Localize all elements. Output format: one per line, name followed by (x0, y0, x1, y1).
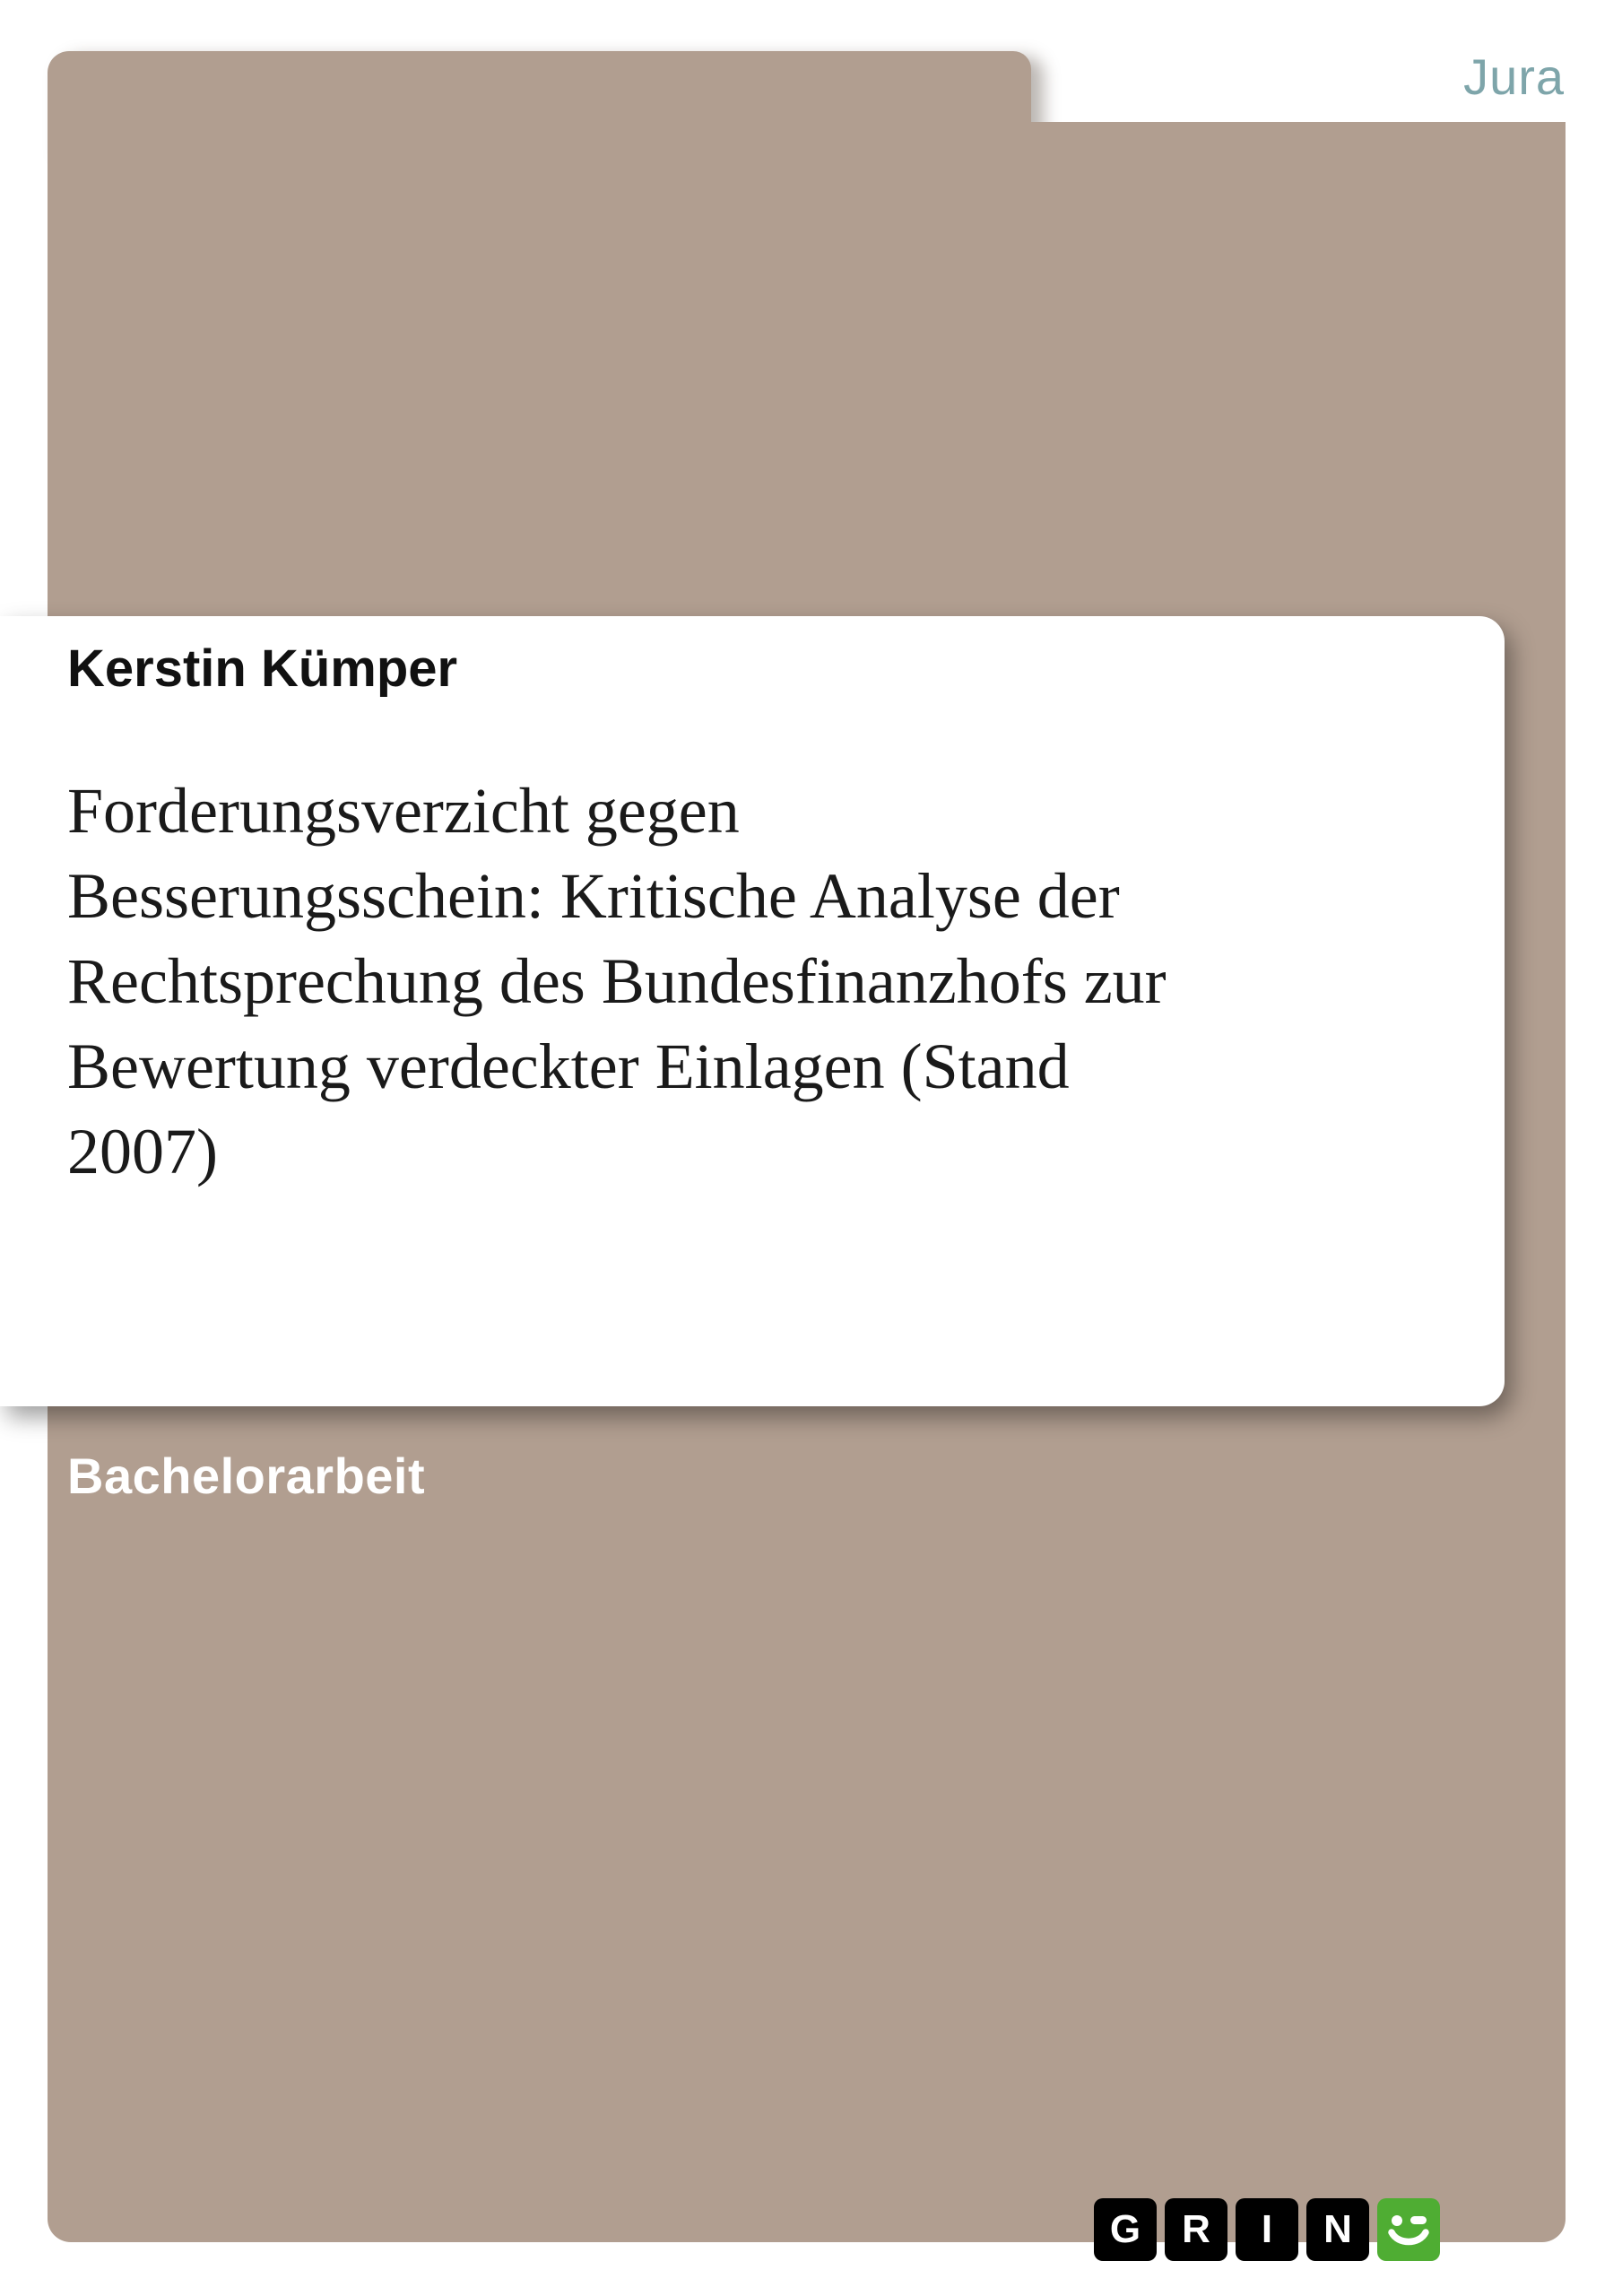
title-card (0, 616, 1505, 1406)
title-line: Besserungsschein: Kritische Analyse der (67, 860, 1120, 932)
title-line: Forderungsverzicht gegen (67, 775, 740, 847)
document-type-badge: Bachelorarbeit (67, 1448, 426, 1504)
logo-letter-box: N (1306, 2198, 1369, 2261)
grin-logo (1094, 2198, 1440, 2261)
logo-letter-box: I (1236, 2198, 1298, 2261)
title-line: 2007) (67, 1116, 218, 1187)
logo-letter-box: R (1165, 2198, 1227, 2261)
title-line: Bewertung verdeckter Einlagen (Stand (67, 1031, 1070, 1102)
logo-letter-box: G (1094, 2198, 1157, 2261)
winking-smiley-icon (1377, 2198, 1440, 2261)
category-label: Jura (1463, 48, 1565, 105)
title-line: Rechtsprechung des Bundesfinanzhofs zur (67, 945, 1167, 1017)
author-name: Kerstin Kümper (67, 639, 458, 698)
document-title (67, 769, 1167, 1195)
